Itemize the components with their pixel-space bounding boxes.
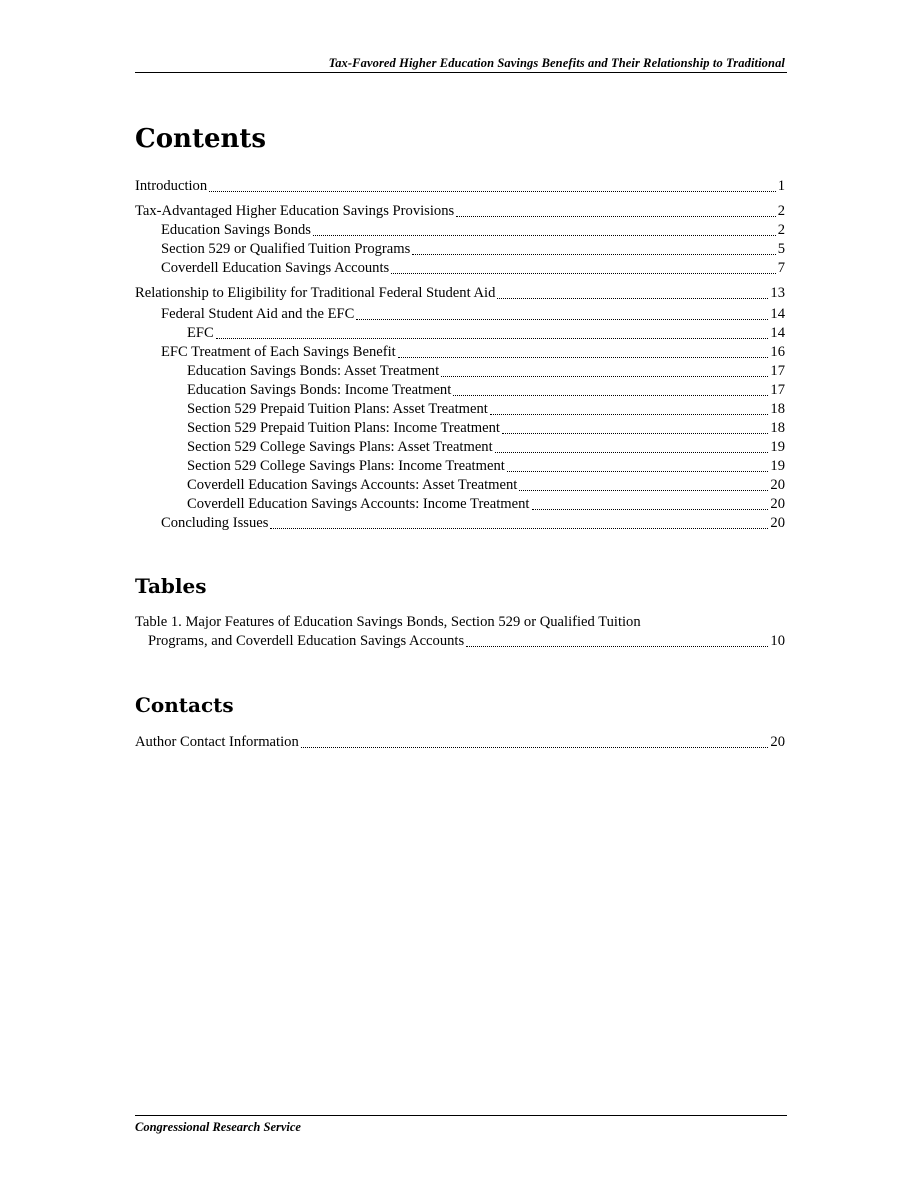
dot-leader — [356, 319, 768, 320]
dot-leader — [456, 216, 776, 217]
dot-leader — [507, 471, 769, 472]
dot-leader — [519, 490, 768, 491]
toc-entry-contact[interactable] — [135, 733, 785, 752]
toc-entry-page: 17 — [770, 363, 785, 379]
toc-entry-title: Introduction — [135, 178, 208, 194]
toc-entry[interactable] — [135, 284, 785, 303]
dot-leader — [301, 747, 769, 748]
toc-entry-page: 16 — [770, 344, 785, 360]
dot-leader — [391, 273, 776, 274]
dot-leader — [441, 376, 768, 377]
dot-leader — [216, 338, 769, 339]
toc-entry[interactable] — [135, 343, 785, 362]
toc-entry-page: 1 — [777, 178, 785, 194]
toc-entry[interactable] — [135, 362, 785, 381]
toc-entry-title: Coverdell Education Savings Accounts: Income Treatment — [187, 496, 530, 512]
toc-entry[interactable] — [135, 259, 785, 278]
toc-entry[interactable] — [135, 240, 785, 259]
dot-leader — [497, 298, 768, 299]
tables-heading: Tables — [135, 574, 207, 598]
toc-entry-title: Section 529 or Qualified Tuition Programs — [161, 241, 411, 257]
table-entry-page: 10 — [770, 633, 785, 649]
toc-entry-page: 14 — [770, 325, 785, 341]
toc-entry-title: Section 529 Prepaid Tuition Plans: Asset Treatment — [187, 401, 488, 417]
dot-leader — [466, 646, 768, 647]
toc-entry-page: 20 — [770, 496, 785, 512]
toc-entry-title: Author Contact Information — [135, 734, 299, 750]
toc-entry-title: Education Savings Bonds: Asset Treatment — [187, 363, 440, 379]
toc-entry-title: Tax-Advantaged Higher Education Savings Provisions — [135, 203, 455, 219]
dot-leader — [270, 528, 768, 529]
toc-entry-page: 7 — [777, 260, 785, 276]
toc-entry[interactable] — [135, 400, 785, 419]
dot-leader — [502, 433, 768, 434]
toc-entry-page: 20 — [770, 734, 785, 750]
toc-entry-page: 14 — [770, 306, 785, 322]
toc-entry[interactable] — [135, 495, 785, 514]
dot-leader — [490, 414, 769, 415]
toc-entry[interactable] — [135, 476, 785, 495]
toc-entry-title: EFC — [187, 325, 214, 341]
toc-entry-title: Coverdell Education Savings Accounts: Asset Treatment — [187, 477, 518, 493]
toc-entry[interactable] — [135, 177, 785, 196]
toc-entry[interactable] — [135, 202, 785, 221]
dot-leader — [495, 452, 769, 453]
toc-entry-title: Concluding Issues — [161, 515, 269, 531]
toc-entry[interactable] — [135, 305, 785, 324]
toc-entry-title: EFC Treatment of Each Savings Benefit — [161, 344, 396, 360]
footer-publisher: Congressional Research Service — [135, 1120, 301, 1134]
header-divider — [135, 72, 787, 73]
toc-entry[interactable] — [135, 438, 785, 457]
toc-entry-title: Education Savings Bonds: Income Treatment — [187, 382, 452, 398]
dot-leader — [398, 357, 769, 358]
toc-entry-title: Education Savings Bonds — [161, 222, 311, 238]
toc-entry-page: 19 — [770, 458, 785, 474]
toc-entry-title: Federal Student Aid and the EFC — [161, 306, 355, 322]
running-head: Tax-Favored Higher Education Savings Benefits and Their Relationship to Traditional — [328, 56, 785, 70]
toc-entry[interactable] — [135, 514, 785, 533]
toc-entry-page: 19 — [770, 439, 785, 455]
toc-entry[interactable] — [135, 221, 785, 240]
toc-entry[interactable] — [135, 381, 785, 400]
toc-entry[interactable] — [135, 419, 785, 438]
toc-entry-page: 2 — [777, 222, 785, 238]
footer-divider — [135, 1115, 787, 1116]
toc-entry-page: 2 — [777, 203, 785, 219]
dot-leader — [313, 235, 776, 236]
toc-entry-page: 5 — [777, 241, 785, 257]
toc-entry-table-1[interactable] — [135, 613, 785, 651]
table-entry-title-line1: Table 1. Major Features of Education Savings Bonds, Section 529 or Qualified Tuition — [135, 614, 641, 630]
toc-entry-title: Relationship to Eligibility for Traditional Federal Student Aid — [135, 285, 496, 301]
toc-entry-page: 13 — [770, 285, 785, 301]
toc-entry-title: Section 529 College Savings Plans: Asset Treatment — [187, 439, 493, 455]
toc-entry[interactable] — [135, 324, 785, 343]
dot-leader — [453, 395, 768, 396]
dot-leader — [532, 509, 769, 510]
toc-entry-page: 18 — [770, 401, 785, 417]
toc-entry-page: 20 — [770, 477, 785, 493]
toc-entry-title: Section 529 College Savings Plans: Income Treatment — [187, 458, 505, 474]
dot-leader — [412, 254, 775, 255]
toc-entry-title: Section 529 Prepaid Tuition Plans: Income Treatment — [187, 420, 500, 436]
toc-entry-title: Coverdell Education Savings Accounts — [161, 260, 390, 276]
toc-entry[interactable] — [135, 457, 785, 476]
contacts-heading: Contacts — [135, 693, 234, 717]
toc-entry-page: 18 — [770, 420, 785, 436]
table-entry-title-line2: Programs, and Coverdell Education Savings Accounts — [148, 633, 465, 649]
toc-entry-page: 20 — [770, 515, 785, 531]
toc-entry-page: 17 — [770, 382, 785, 398]
dot-leader — [209, 191, 776, 192]
contents-heading: Contents — [135, 124, 267, 154]
